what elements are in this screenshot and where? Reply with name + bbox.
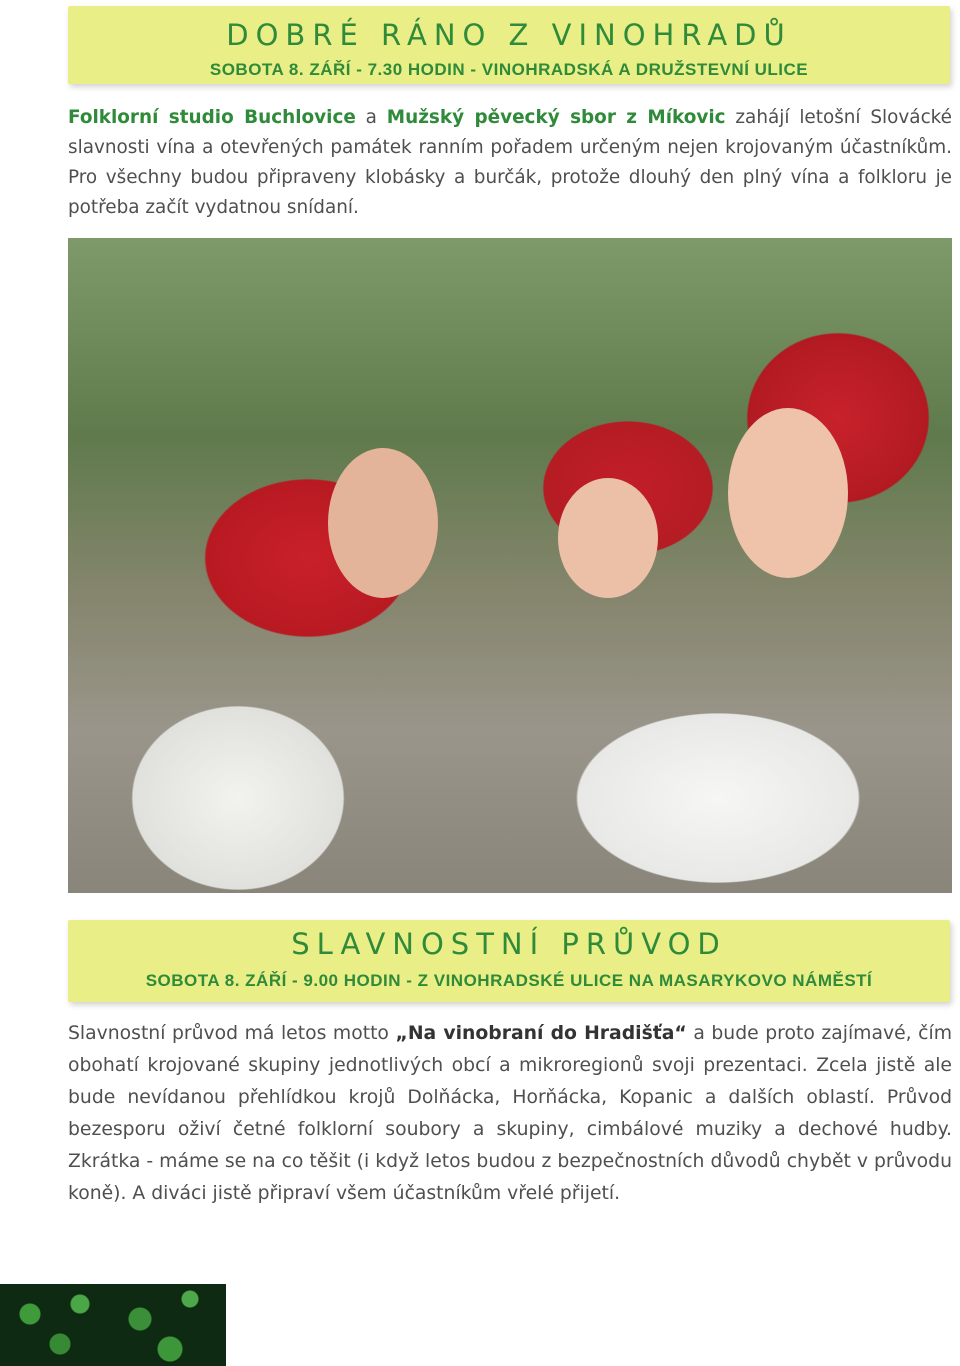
section-title: DOBRÉ RÁNO Z VINOHRADŮ (226, 18, 792, 52)
section-paragraph (68, 1018, 952, 1210)
folklore-photo (68, 238, 952, 893)
paragraph-text: Slavnostní průvod má letos motto (68, 1023, 396, 1044)
paragraph-text: zahájí letošní Slovácké slavnosti vína a otevřených památek ranním pořadem určeným nejen krojovaným účastníkům. Pro všechny budou připraveny klobásky a burčák, protože dlouhý den plný vína a folkloru je potřeba začít vydatnou snídaní. (68, 107, 952, 218)
connector-text: a (355, 107, 387, 128)
highlight-group: Mužský pěvecký sbor z Míkovic (386, 107, 726, 128)
photo-face (728, 408, 848, 578)
section-banner-morning (68, 6, 950, 84)
photo-face (328, 448, 438, 598)
section-subtitle: SOBOTA 8. ZÁŘÍ - 7.30 HODIN - VINOHRADSKÁ A DRUŽSTEVNÍ ULICE (209, 60, 809, 79)
section-title: SLAVNOSTNÍ PRŮVOD (291, 927, 727, 961)
photo-face (558, 478, 658, 598)
highlight-group: Folklorní studio Buchlovice (68, 107, 356, 128)
section-subtitle: SOBOTA 8. ZÁŘÍ - 9.00 HODIN - Z VINOHRADSKÉ ULICE NA MASARYKOVO NÁMĚSTÍ (145, 971, 873, 990)
section-banner-procession (68, 920, 950, 1002)
section-paragraph (68, 103, 952, 223)
paragraph-text: a bude proto zajímavé, čím obohatí krojované skupiny jednotlivých obcí a mikroregionů svoji prezentaci. Zcela jistě ale bude nevídanou přehlídkou krojů Dolňácka, Horňácka, Kopanic a dalších oblastí. Průvod bezesporu oživí četné folklorní soubory a skupiny, cimbálové muziky a dechové hudby. Zkrátka - máme se na co těšit (i když letos budou z bezpečnostních důvodů chybět v průvodu koně). A diváci jistě připraví všem účastníkům vřelé přijetí. (68, 1023, 953, 1204)
motto-text: „Na vinobraní do Hradišťa“ (395, 1023, 687, 1044)
decorative-grapes-image (0, 1284, 226, 1366)
